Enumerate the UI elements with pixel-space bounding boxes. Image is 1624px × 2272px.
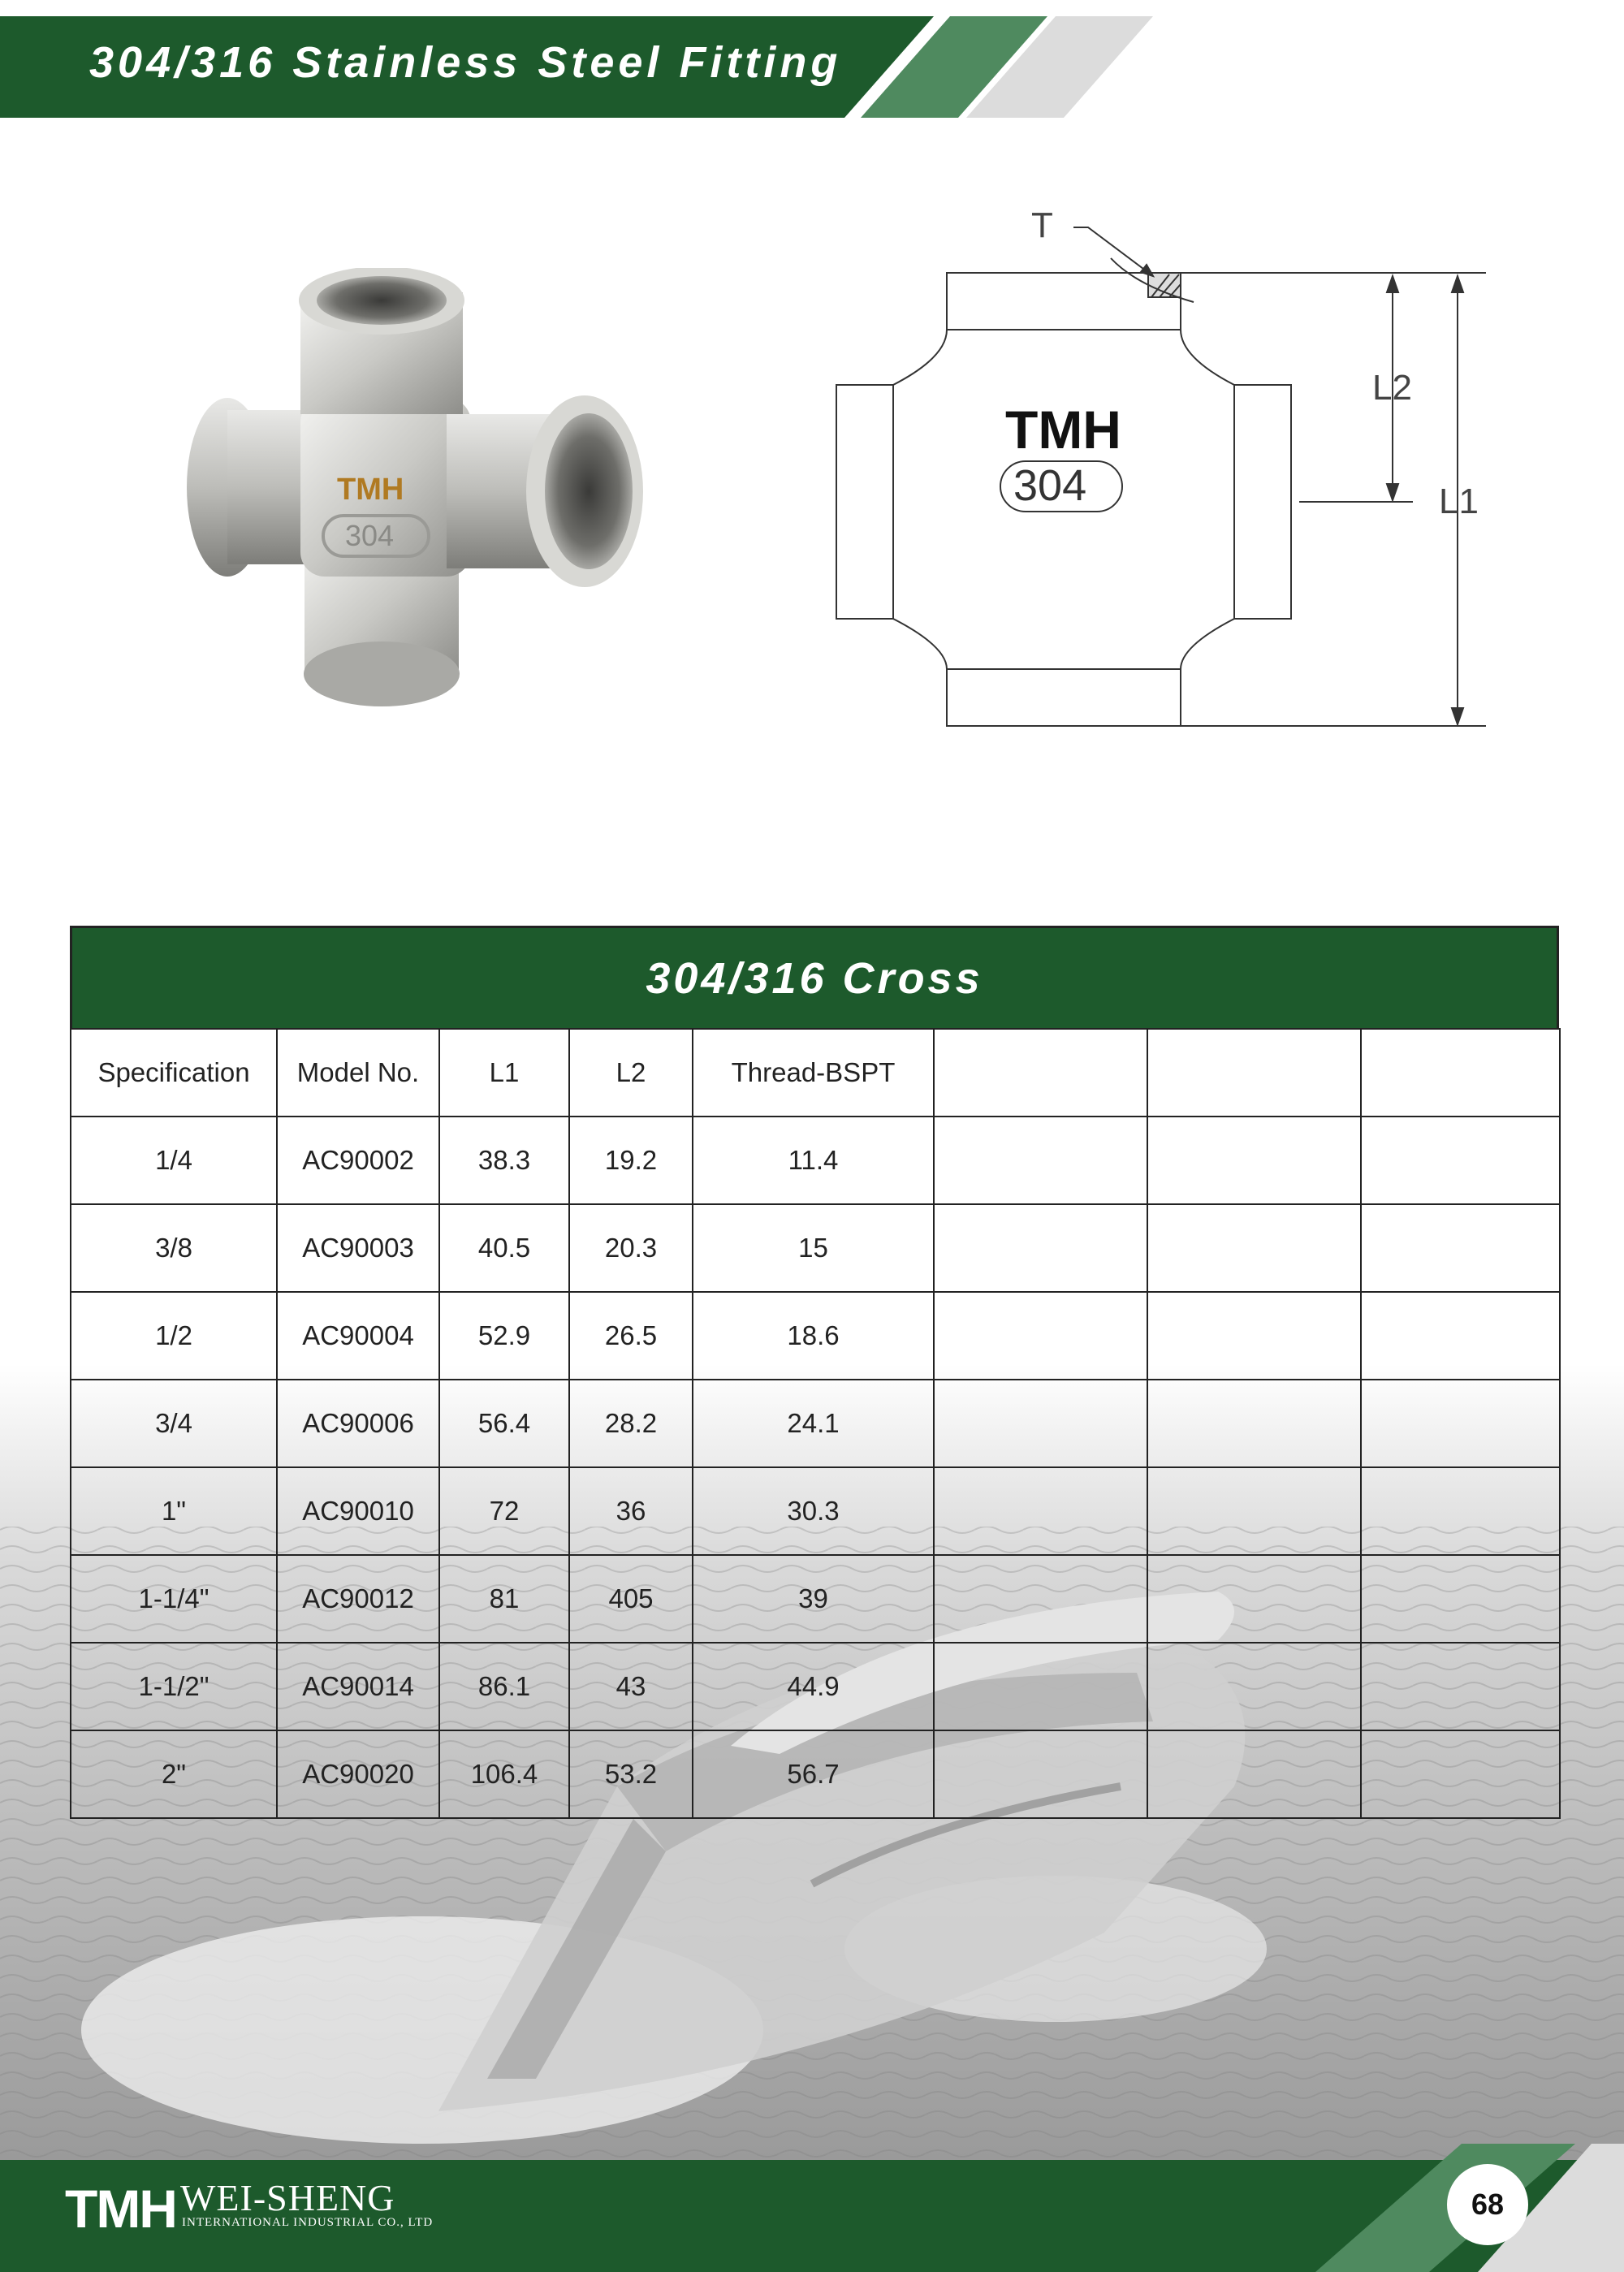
cell-thread-bspt: 56.7 [693, 1730, 934, 1818]
cell-specification: 3/4 [71, 1380, 277, 1467]
cell-empty [1147, 1204, 1361, 1292]
cell-thread-bspt: 11.4 [693, 1117, 934, 1204]
company-name: WEI-SHENG [180, 2177, 395, 2218]
cell-specification: 3/8 [71, 1204, 277, 1292]
table-row [71, 1204, 1560, 1292]
cell-model-no: AC90010 [277, 1467, 439, 1555]
cell-l1: 106.4 [439, 1730, 569, 1818]
cell-empty [934, 1643, 1147, 1730]
cell-thread-bspt: 39 [693, 1555, 934, 1643]
cell-empty [934, 1380, 1147, 1467]
drawing-top-arm [947, 273, 1181, 330]
cell-l2: 53.2 [569, 1730, 693, 1818]
table-row [71, 1380, 1560, 1467]
drawing-label-l1: L1 [1439, 482, 1479, 521]
header-l2: L2 [569, 1029, 693, 1117]
drawing-grade-mark: 304 [1013, 461, 1087, 510]
header-blank [1361, 1029, 1560, 1117]
cell-empty [1147, 1117, 1361, 1204]
photo-brand-mark: TMH [337, 473, 404, 507]
technical-drawing [812, 195, 1527, 747]
cell-l1: 40.5 [439, 1204, 569, 1292]
cell-empty [1361, 1292, 1560, 1380]
cell-thread-bspt: 24.1 [693, 1380, 934, 1467]
cell-empty [1147, 1292, 1361, 1380]
cell-specification: 1-1/4" [71, 1555, 277, 1643]
table-row [71, 1643, 1560, 1730]
cell-l1: 38.3 [439, 1117, 569, 1204]
cell-thread-bspt: 30.3 [693, 1467, 934, 1555]
company-logo [65, 2179, 179, 2235]
drawing-bottom-arm [947, 669, 1181, 726]
header-blank [1147, 1029, 1361, 1117]
cell-empty [934, 1204, 1147, 1292]
cell-specification: 1" [71, 1467, 277, 1555]
table-title: 304/316 Cross [70, 926, 1559, 1028]
table-row [71, 1555, 1560, 1643]
header-l1: L1 [439, 1029, 569, 1117]
cell-empty [1147, 1555, 1361, 1643]
bottom-port [304, 641, 460, 706]
cell-l1: 56.4 [439, 1380, 569, 1467]
cell-empty [1361, 1204, 1560, 1292]
cell-thread-bspt: 18.6 [693, 1292, 934, 1380]
cell-empty [934, 1555, 1147, 1643]
cell-empty [934, 1467, 1147, 1555]
page-number: 68 [1447, 2164, 1528, 2245]
cell-model-no: AC90006 [277, 1380, 439, 1467]
cell-thread-bspt: 15 [693, 1204, 934, 1292]
drawing-label-l2: L2 [1372, 368, 1412, 408]
cell-empty [1361, 1730, 1560, 1818]
cell-model-no: AC90002 [277, 1117, 439, 1204]
top-bore [317, 276, 447, 325]
drawing-left-arm [836, 385, 893, 619]
spec-grid [70, 1028, 1561, 1819]
cell-specification: 2" [71, 1730, 277, 1818]
page-title: 304/316 Stainless Steel Fitting [89, 38, 842, 87]
header-blank [934, 1029, 1147, 1117]
cell-model-no: AC90004 [277, 1292, 439, 1380]
header-specification: Specification [71, 1029, 277, 1117]
cell-l2: 26.5 [569, 1292, 693, 1380]
cell-model-no: AC90003 [277, 1204, 439, 1292]
cell-l1: 72 [439, 1467, 569, 1555]
cell-l2: 28.2 [569, 1380, 693, 1467]
cell-model-no: AC90014 [277, 1643, 439, 1730]
cell-empty [934, 1117, 1147, 1204]
cell-empty [1361, 1643, 1560, 1730]
drawing-t-leader [1073, 227, 1153, 276]
cell-thread-bspt: 44.9 [693, 1643, 934, 1730]
cell-l2: 19.2 [569, 1117, 693, 1204]
cell-l1: 81 [439, 1555, 569, 1643]
cell-empty [1361, 1467, 1560, 1555]
table-row [71, 1117, 1560, 1204]
cell-specification: 1/2 [71, 1292, 277, 1380]
company-logo-text: TMH [65, 2179, 176, 2235]
cell-l2: 36 [569, 1467, 693, 1555]
cell-l2: 405 [569, 1555, 693, 1643]
cell-l1: 52.9 [439, 1292, 569, 1380]
cell-empty [1147, 1643, 1361, 1730]
right-bore [545, 413, 633, 569]
cell-model-no: AC90012 [277, 1555, 439, 1643]
photo-grade-mark: 304 [345, 519, 395, 552]
cell-empty [934, 1292, 1147, 1380]
cell-l2: 20.3 [569, 1204, 693, 1292]
cell-empty [1147, 1467, 1361, 1555]
cell-empty [934, 1730, 1147, 1818]
cell-empty [1361, 1555, 1560, 1643]
drawing-label-t: T [1031, 205, 1053, 245]
cell-specification: 1-1/2" [71, 1643, 277, 1730]
drawing-brand-mark: TMH [1005, 400, 1121, 460]
drawing-right-arm [1234, 385, 1291, 619]
table-row [71, 1730, 1560, 1818]
company-subtitle: INTERNATIONAL INDUSTRIAL CO., LTD [182, 2216, 434, 2229]
cell-empty [1361, 1117, 1560, 1204]
cell-l1: 86.1 [439, 1643, 569, 1730]
spec-table [70, 926, 1559, 1819]
header-thread-bspt: Thread-BSPT [693, 1029, 934, 1117]
header-model-no: Model No. [277, 1029, 439, 1117]
cell-specification: 1/4 [71, 1117, 277, 1204]
table-row [71, 1292, 1560, 1380]
cell-empty [1147, 1380, 1361, 1467]
cell-l2: 43 [569, 1643, 693, 1730]
table-header-row [71, 1029, 1560, 1117]
cell-empty [1147, 1730, 1361, 1818]
table-row [71, 1467, 1560, 1555]
cell-model-no: AC90020 [277, 1730, 439, 1818]
cell-empty [1361, 1380, 1560, 1467]
product-photo [179, 268, 666, 723]
